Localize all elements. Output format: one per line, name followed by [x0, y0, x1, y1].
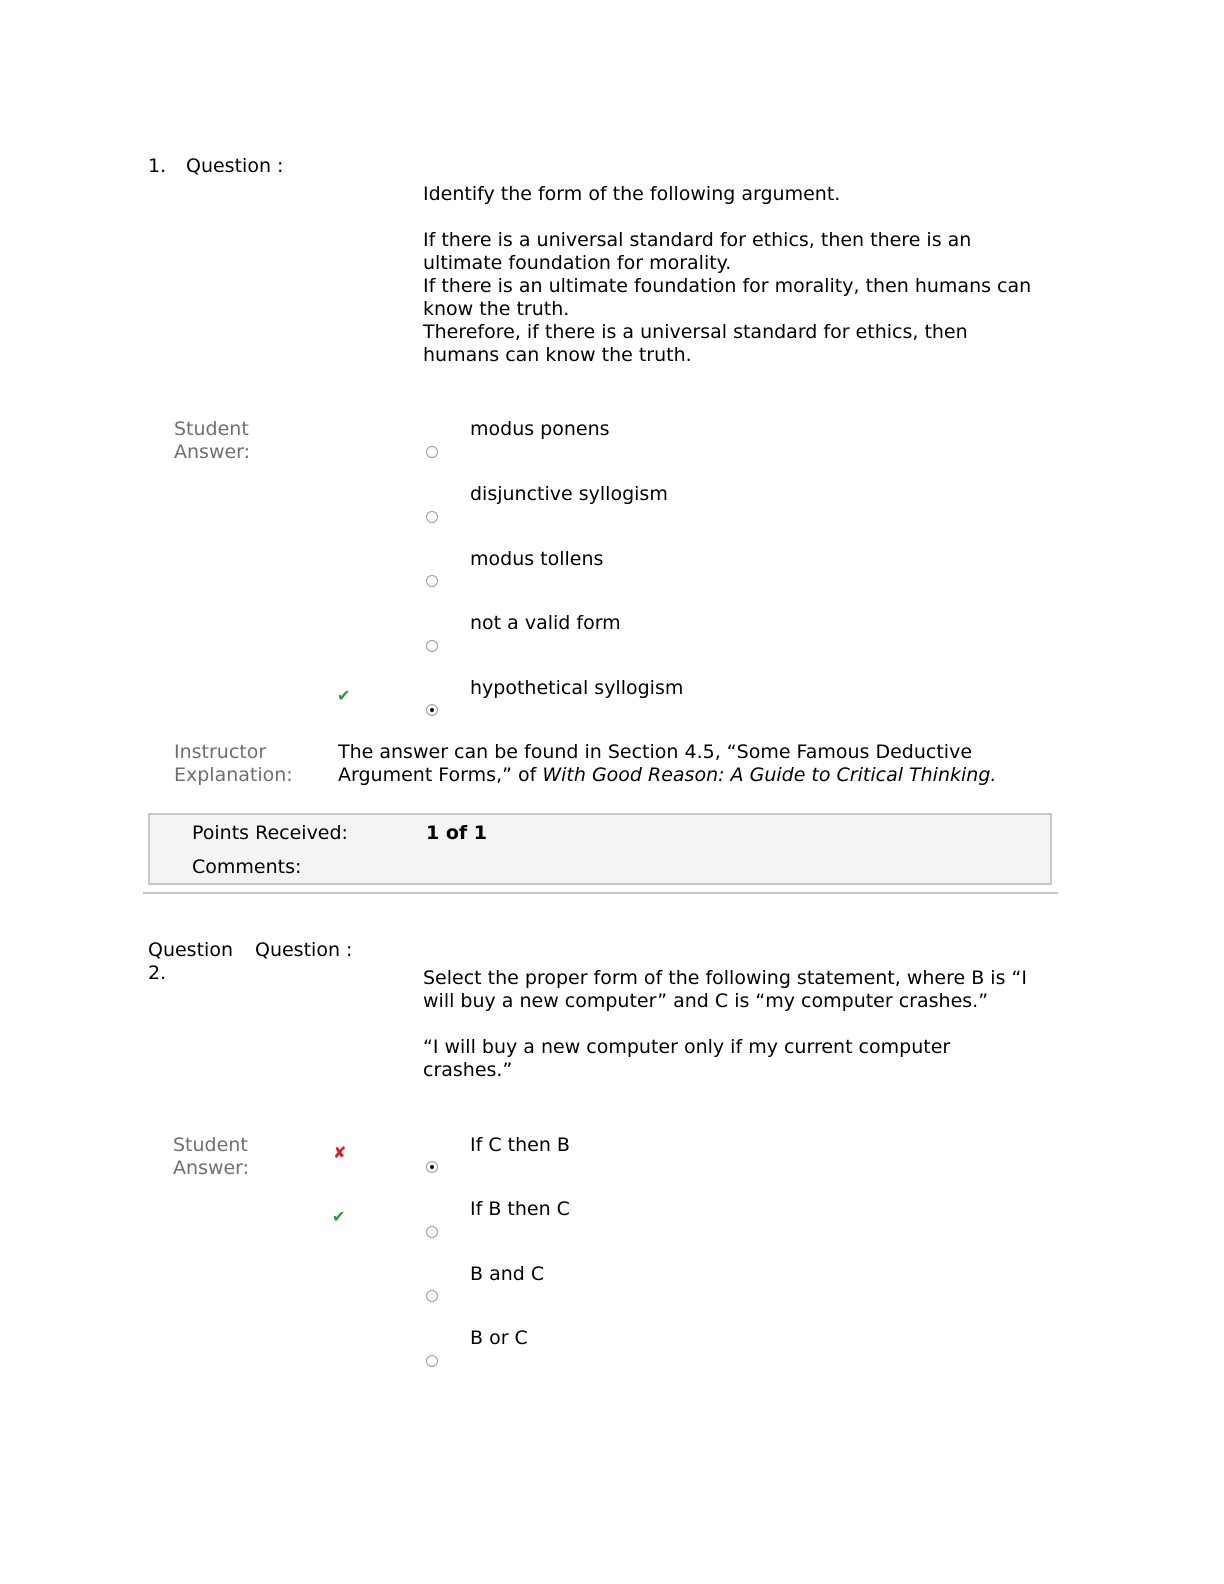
question-divider [143, 892, 1058, 894]
q1-option-radio[interactable] [426, 446, 438, 458]
q2-option-label: B and C [470, 1263, 545, 1285]
q2-option-radio[interactable] [426, 1355, 438, 1367]
q1-option-radio[interactable] [426, 640, 438, 652]
check-icon: ✔ [332, 1207, 346, 1226]
q2-student-answer-label: Student Answer: [173, 1134, 250, 1179]
check-icon: ✔ [337, 686, 351, 705]
q1-option-label: modus ponens [470, 418, 610, 440]
q1-explanation [338, 741, 1038, 787]
q1-option-label: modus tollens [470, 548, 604, 570]
q1-option-radio[interactable] [426, 511, 438, 523]
q2-option-radio-selected[interactable] [426, 1161, 438, 1173]
q1-explanation-text: The answer can be found in Section 4.5, “Some Famous Deductive Argument Forms,” of [338, 741, 973, 786]
q1-prompt-text: Identify the form of the following argument. [423, 183, 841, 205]
q2-prompt [423, 967, 1043, 1082]
q1-option-label: not a valid form [470, 612, 621, 634]
q1-option-radio[interactable] [426, 575, 438, 587]
q1-option-label: disjunctive syllogism [470, 483, 668, 505]
q2-option-label: If B then C [470, 1198, 570, 1220]
q1-premise-2: If there is an ultimate foundation for morality, then humans can know the truth. [423, 275, 1032, 320]
cross-icon: ✘ [333, 1143, 347, 1162]
q1-option-label: hypothetical syllogism [470, 677, 684, 699]
q2-option-label: If C then B [470, 1134, 570, 1156]
q2-number: Question 2. [148, 939, 233, 984]
q2-statement: “I will buy a new computer only if my current computer crashes.” [423, 1036, 951, 1081]
q1-option-radio-selected[interactable] [426, 704, 438, 716]
q1-premise-1: If there is a universal standard for ethics, then there is an ultimate foundation for morality. [423, 229, 972, 274]
points-value: 1 of 1 [426, 822, 487, 844]
points-panel [148, 813, 1052, 885]
q2-option-label: B or C [470, 1327, 528, 1349]
q1-question-label: Question : [186, 155, 284, 177]
q1-conclusion: Therefore, if there is a universal standard for ethics, then humans can know the truth. [423, 321, 968, 366]
points-label: Points Received: [192, 822, 348, 844]
q1-explanation-label: Instructor Explanation: [174, 741, 293, 786]
q1-prompt [423, 183, 1043, 367]
q2-option-radio[interactable] [426, 1226, 438, 1238]
q1-explanation-book: With Good Reason: A Guide to Critical Thinking. [542, 764, 997, 786]
q2-prompt-text: Select the proper form of the following statement, where B is “I will buy a new computer” and C is “my computer crashes.” [423, 967, 1027, 1012]
comments-label: Comments: [192, 856, 302, 878]
q1-number: 1. [148, 155, 167, 177]
q1-student-answer-label: Student Answer: [174, 418, 251, 463]
q2-option-radio[interactable] [426, 1290, 438, 1302]
q2-question-label: Question : [255, 939, 353, 961]
